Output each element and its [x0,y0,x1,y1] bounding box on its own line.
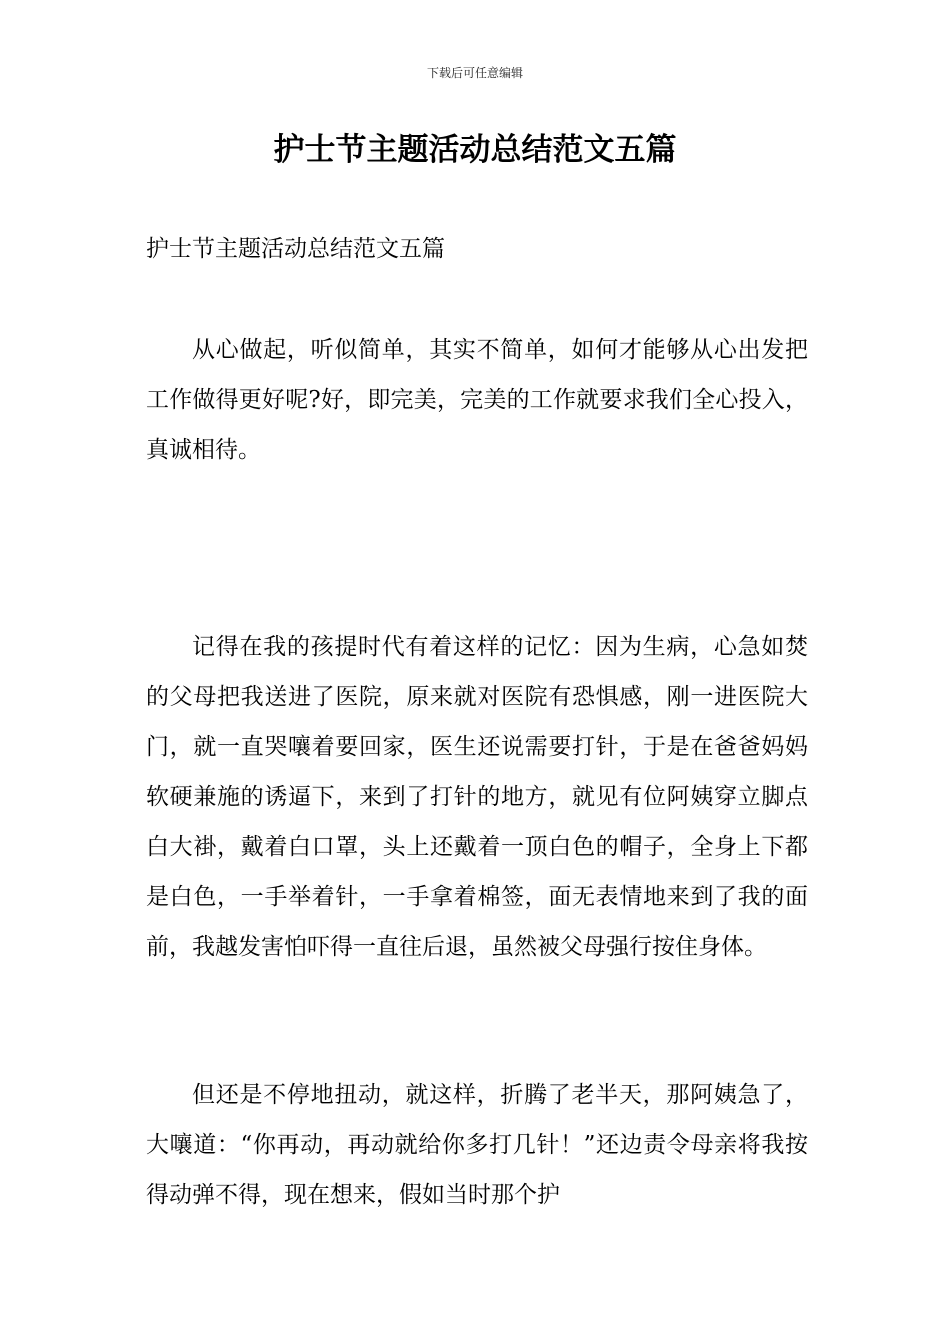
paragraph-1: 从心做起，听似简单，其实不简单，如何才能够从心出发把工作做得更好呢?好，即完美，完美的工作就要求我们全心投入，真诚相待。 [146,337,808,463]
document-subtitle: 护士节主题活动总结范文五篇 [146,236,445,262]
paragraph-2: 记得在我的孩提时代有着这样的记忆：因为生病，心急如焚的父母把我送进了医院，原来就对医院有恐惧感，刚一进医院大门，就一直哭嚷着要回家，医生还说需要打针，于是在爸爸妈妈软硬兼施的诱逼下，来到了打针的地方，就见有位阿姨穿立脚点白大褂，戴着白口罩，头上还戴着一顶白色的帽子，全身上下都是白色，一手举着针，一手拿着棉签，面无表情地来到了我的面前，我越发害怕吓得一直往后退，虽然被父母强行按住身体。 [146,634,808,960]
paragraph-3: 但还是不停地扭动，就这样，折腾了老半天，那阿姨急了，大嚷道：“你再动，再动就给你多打几针！”还边责令母亲将我按得动弹不得，现在想来，假如当时那个护 [146,1082,808,1208]
header-note: 下载后可任意编辑 [426,66,523,80]
document-title: 护士节主题活动总结范文五篇 [273,132,677,168]
